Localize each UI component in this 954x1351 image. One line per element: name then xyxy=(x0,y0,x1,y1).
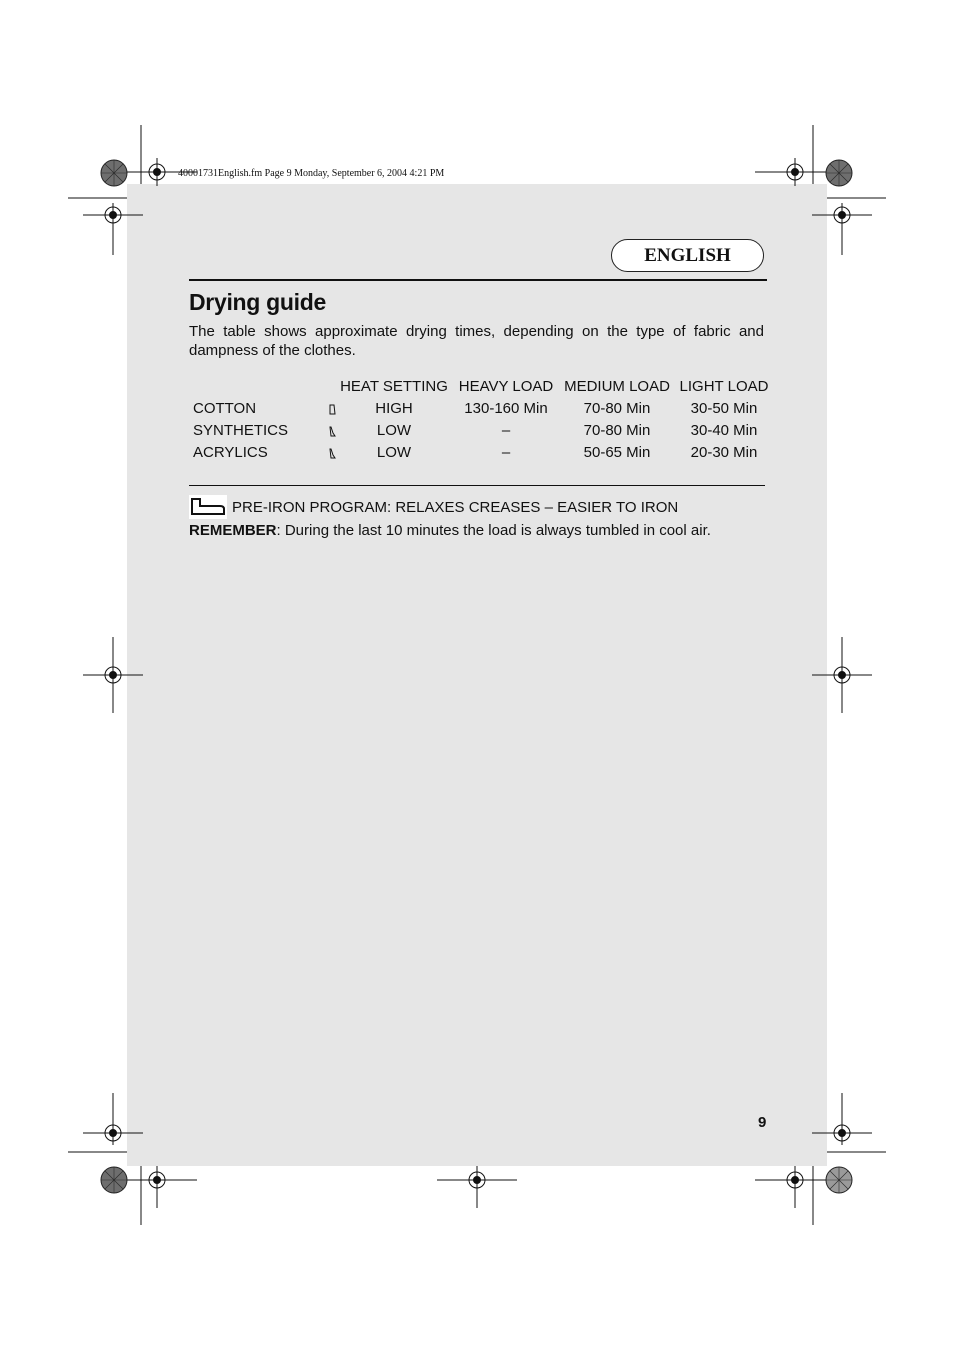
heat-low-icon xyxy=(329,426,336,437)
registration-mark xyxy=(755,158,835,186)
medium-load-cell: 70-80 Min xyxy=(583,400,651,417)
remember-note xyxy=(189,522,711,539)
light-load-cell: 30-50 Min xyxy=(690,400,758,417)
remember-label: REMEMBER xyxy=(189,522,277,539)
remember-text: : During the last 10 minutes the load is always tumbled in cool air. xyxy=(276,522,711,539)
column-header-heat-setting: HEAT SETTING xyxy=(340,378,448,395)
light-load-cell: 30-40 Min xyxy=(690,422,758,439)
page-title: Drying guide xyxy=(189,289,326,315)
language-tab: ENGLISH xyxy=(611,239,764,272)
column-header xyxy=(329,376,337,398)
fabric-cell: SYNTHETICS xyxy=(193,422,289,439)
fabric-cell: COTTON xyxy=(193,400,257,417)
drying-times-table xyxy=(189,376,775,464)
table-row xyxy=(189,398,775,420)
fabric-cell: ACRYLICS xyxy=(193,444,268,461)
pre-iron-text: PRE-IRON PROGRAM: RELAXES CREASES – EASIER TO IRON xyxy=(232,498,679,516)
column-header-medium-load: MEDIUM LOAD xyxy=(564,378,670,395)
heat-setting-cell: LOW xyxy=(376,444,412,461)
intro-paragraph: The table shows approximate drying times, depending on the type of fabric and dampness of the clothes. xyxy=(189,323,764,359)
light-load-cell: 20-30 Min xyxy=(690,444,758,461)
pre-iron-note xyxy=(189,495,678,519)
print-metadata: 40001731English.fm Page 9 Monday, September 6, 2004 4:21 PM xyxy=(178,168,445,179)
registration-mark xyxy=(437,1166,517,1208)
heat-setting-cell: HIGH xyxy=(375,400,413,417)
heavy-load-cell: 130-160 Min xyxy=(464,400,548,417)
table-row xyxy=(189,442,775,464)
header-rule xyxy=(189,279,767,281)
table-header-row xyxy=(189,376,775,398)
page-number: 9 xyxy=(758,1114,767,1131)
heat-high-icon xyxy=(329,404,336,415)
column-header-light-load: LIGHT LOAD xyxy=(679,378,769,395)
registration-mark xyxy=(117,1166,197,1208)
heavy-load-cell: – xyxy=(501,444,511,461)
heat-setting-cell: LOW xyxy=(376,422,412,439)
heat-low-icon xyxy=(329,448,336,459)
column-header-heavy-load: HEAVY LOAD xyxy=(458,378,554,395)
medium-load-cell: 70-80 Min xyxy=(583,422,651,439)
table-row xyxy=(189,420,775,442)
medium-load-cell: 50-65 Min xyxy=(583,444,651,461)
registration-mark xyxy=(755,1166,835,1208)
pre-iron-icon xyxy=(189,495,227,519)
heavy-load-cell: – xyxy=(501,422,511,439)
section-rule xyxy=(189,485,765,486)
column-header xyxy=(189,376,329,398)
